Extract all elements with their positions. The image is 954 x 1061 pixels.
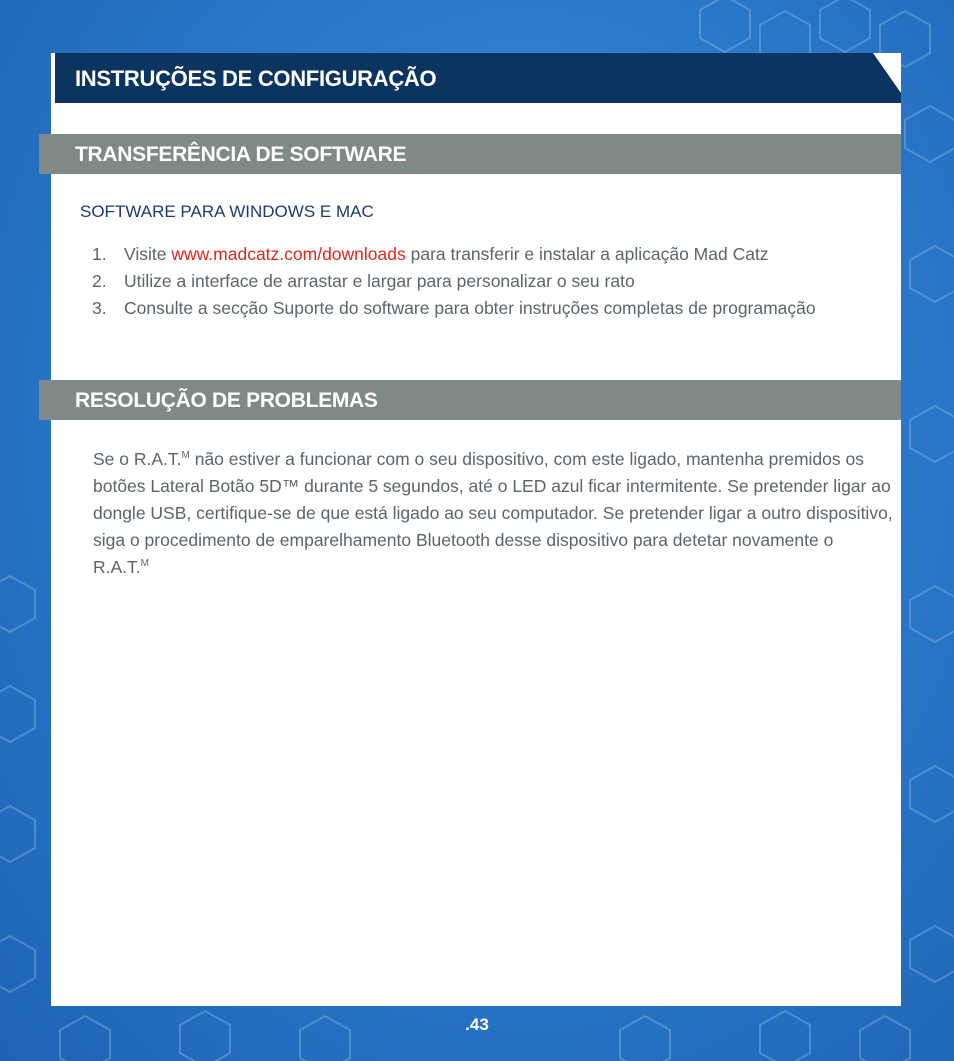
page-number: .43	[465, 1015, 489, 1034]
step-number: 1.	[92, 244, 107, 264]
step-number: 3.	[92, 298, 107, 318]
list-item	[92, 241, 892, 268]
step-text: Consulte a secção Suporte do software para obter instruções completas de programação	[124, 298, 816, 318]
software-steps-list	[92, 241, 892, 322]
main-header-title: INSTRUÇÕES DE CONFIGURAÇÃO	[75, 66, 437, 91]
software-section-title: TRANSFERÊNCIA DE SOFTWARE	[75, 143, 407, 166]
troubleshooting-paragraph	[93, 446, 893, 581]
troubleshooting-section-title: RESOLUÇÃO DE PROBLEMAS	[75, 389, 378, 412]
software-section-bar	[39, 134, 901, 174]
step-text: Utilize a interface de arrastar e largar para personalizar o seu rato	[124, 271, 635, 291]
troubleshooting-section-bar	[39, 380, 901, 420]
trademark-superscript: M	[140, 558, 149, 570]
list-item	[92, 268, 892, 295]
paragraph-part-2: não estiver a funcionar com o seu dispositivo, com este ligado, mantenha premidos os botões Lateral Botão 5D™ durante 5 segundos, até o LED azul ficar intermitente. Se pretender ligar ao dongle USB, certifique-se de que está ligado ao seu computador. Se pretender ligar a outro dispositivo, siga o procedimento de emparelhamento Bluetooth desse dispositivo para detetar novamente o R.A.T.	[93, 449, 893, 577]
paragraph-part-1: Se o R.A.T.	[93, 449, 182, 469]
trademark-superscript: M	[181, 450, 190, 462]
step-text-prefix: Visite	[124, 244, 172, 264]
step-number: 2.	[92, 271, 107, 291]
software-subheading: SOFTWARE PARA WINDOWS E MAC	[80, 202, 374, 221]
step-text-suffix: para transferir e instalar a aplicação Mad Catz	[405, 244, 769, 264]
downloads-link[interactable]: www.madcatz.com/downloads	[171, 244, 406, 264]
list-item	[92, 295, 892, 322]
main-header	[55, 53, 901, 103]
